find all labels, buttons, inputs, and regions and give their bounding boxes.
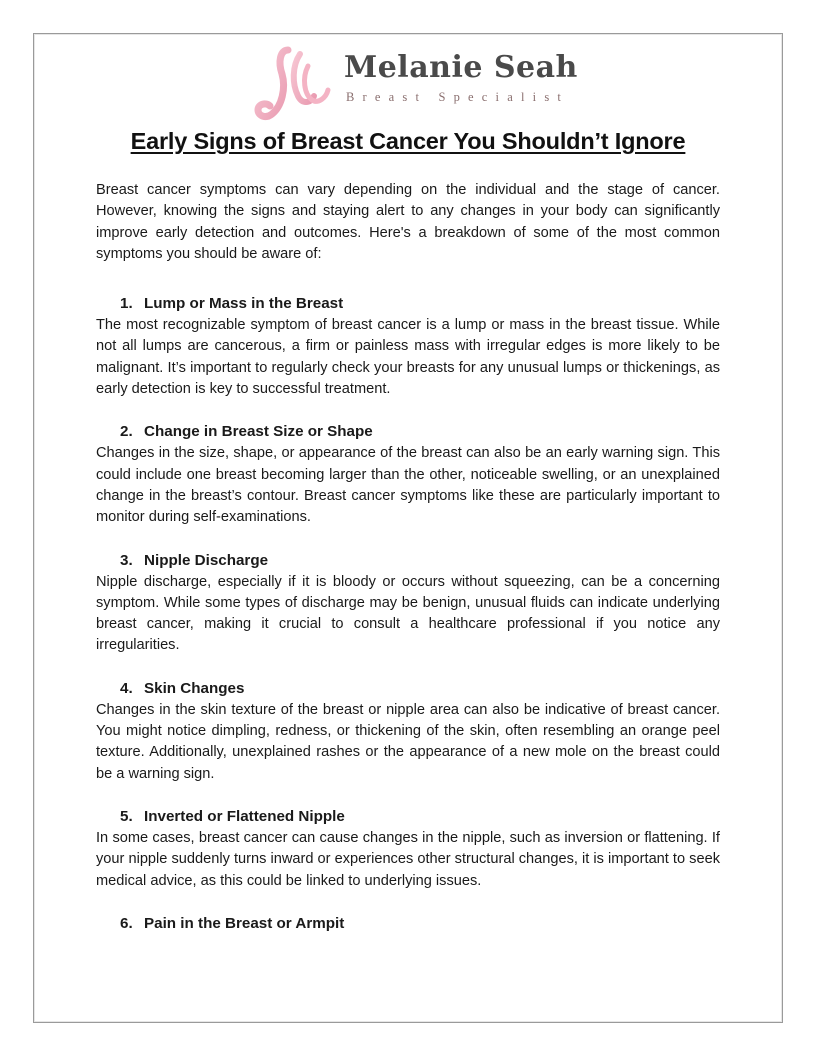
section-heading bbox=[120, 806, 720, 828]
section-heading bbox=[120, 293, 720, 315]
section-number: 1. bbox=[120, 295, 133, 313]
brand-logo bbox=[252, 44, 578, 124]
section-title: Pain in the Breast or Armpit bbox=[144, 914, 345, 932]
section-title: Lump or Mass in the Breast bbox=[144, 295, 344, 313]
brand-tagline: Breast Specialist bbox=[346, 90, 570, 104]
section-heading bbox=[120, 678, 720, 700]
brand-name: Melanie Seah bbox=[344, 50, 578, 85]
section-number: 2. bbox=[120, 423, 133, 441]
ribbon-monogram-icon bbox=[252, 44, 342, 124]
section-number: 5. bbox=[120, 807, 133, 825]
section-number: 6. bbox=[120, 914, 133, 932]
intro-paragraph: Breast cancer symptoms can vary depending on the individual and the stage of cancer. However, knowing the signs and staying alert to any changes in your body can significantly improve early detection and outcomes. Here's a breakdown of some of the most common symptoms you should be aware of: bbox=[96, 182, 720, 262]
section-body: Nipple discharge, especially if it is bloody or occurs without squeezing, can be a concerning symptom. While some types of discharge may be benign, unusual fluids can indicate underlying breast cancer, making it crucial to consult a healthcare professional if you notice any irregularities. bbox=[96, 573, 720, 654]
section-title: Skin Changes bbox=[144, 679, 245, 697]
document-title: Early Signs of Breast Cancer You Shouldn’t Ignore bbox=[130, 128, 686, 154]
section-body: Changes in the skin texture of the breast or nipple area can also be indicative of breast cancer. You might notice dimpling, redness, or thickening of the skin, often resembling an orange peel texture. Additionally, unexplained rashes or the appearance of a new mole on the breast could be a warning sign. bbox=[96, 701, 720, 782]
section-heading bbox=[120, 550, 720, 572]
section-number: 4. bbox=[120, 679, 133, 697]
section-number: 3. bbox=[120, 551, 133, 569]
section-heading bbox=[120, 913, 720, 935]
section-body: Changes in the size, shape, or appearance of the breast can also be an early warning sign. This could include one breast becoming larger than the other, noticeable swelling, or an unexplained change in the breast’s contour. Breast cancer symptoms like these are particularly important to monitor during self-examinations. bbox=[96, 445, 720, 526]
document-content bbox=[96, 180, 720, 935]
section-title: Inverted or Flattened Nipple bbox=[144, 807, 345, 825]
section-body: In some cases, breast cancer can cause changes in the nipple, such as inversion or flattening. If your nipple suddenly turns inward or experiences other structural changes, it is important to seek medical advice, as this could be linked to underlying issues. bbox=[96, 829, 720, 889]
section-body: The most recognizable symptom of breast cancer is a lump or mass in the breast tissue. While not all lumps are cancerous, a firm or painless mass with irregular edges is more likely to be malignant. It’s important to regularly check your breasts for any unusual lumps or thickenings, as early detection is key to successful treatment. bbox=[96, 317, 720, 398]
section-title: Nipple Discharge bbox=[144, 551, 269, 569]
section-heading bbox=[120, 421, 720, 443]
section-title: Change in Breast Size or Shape bbox=[144, 423, 373, 441]
